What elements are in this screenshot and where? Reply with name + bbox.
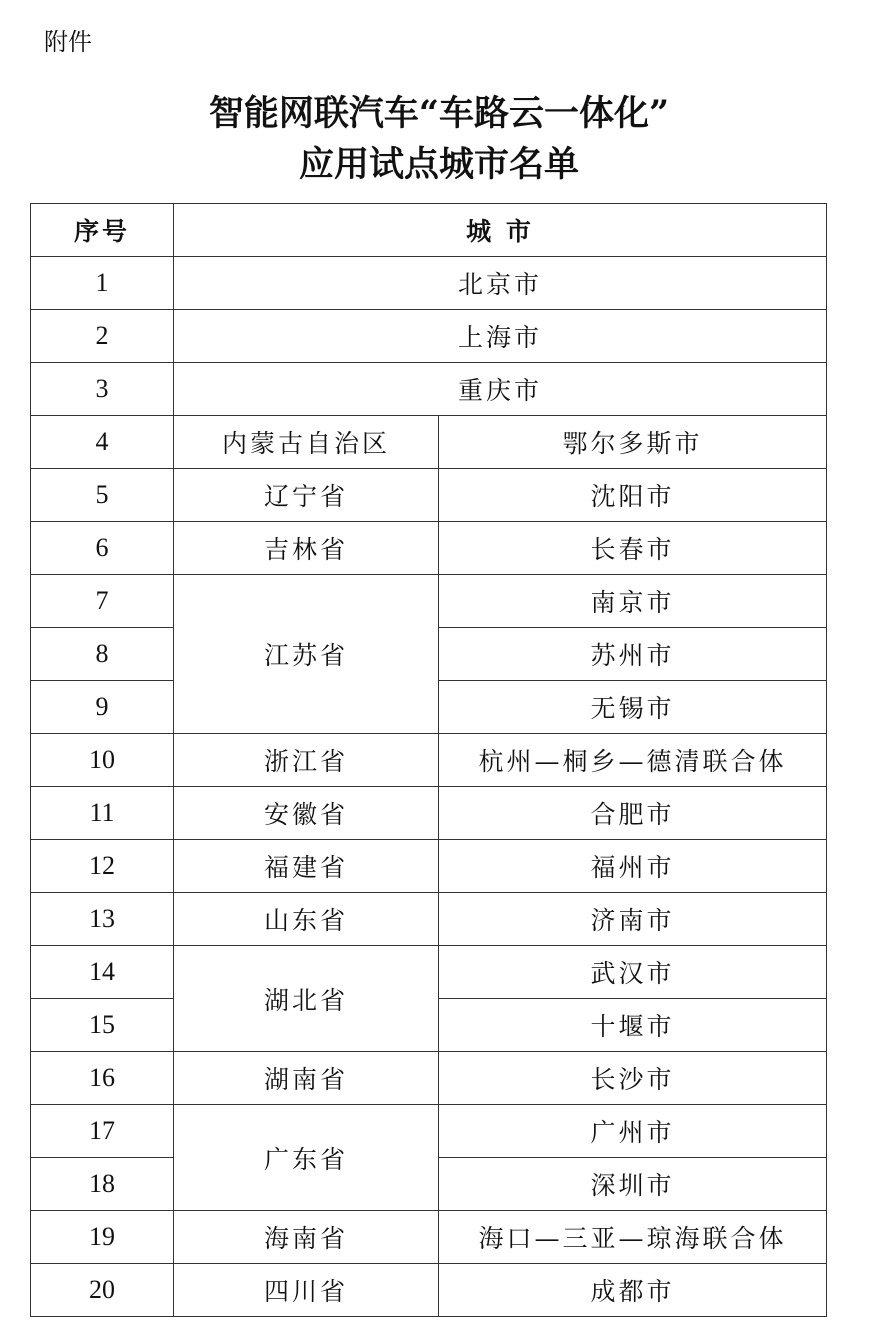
city-cell: 重庆市 xyxy=(174,363,827,416)
attachment-label: 附件 xyxy=(44,28,92,56)
table-row xyxy=(31,416,827,469)
table-row xyxy=(31,575,827,628)
table-row xyxy=(31,787,827,840)
table-row xyxy=(31,893,827,946)
table-row xyxy=(31,840,827,893)
row-number: 8 xyxy=(31,628,174,681)
table-row xyxy=(31,1264,827,1317)
row-number: 1 xyxy=(31,257,174,310)
city-cell: 合肥市 xyxy=(439,787,827,840)
city-cell: 上海市 xyxy=(174,310,827,363)
row-number: 2 xyxy=(31,310,174,363)
city-cell: 沈阳市 xyxy=(439,469,827,522)
table-header-row xyxy=(31,204,827,257)
city-cell: 成都市 xyxy=(439,1264,827,1317)
row-number: 4 xyxy=(31,416,174,469)
row-number: 5 xyxy=(31,469,174,522)
row-number: 15 xyxy=(31,999,174,1052)
province-cell: 湖北省 xyxy=(174,946,439,1052)
row-number: 20 xyxy=(31,1264,174,1317)
city-cell: 长沙市 xyxy=(439,1052,827,1105)
table-row xyxy=(31,363,827,416)
province-cell: 吉林省 xyxy=(174,522,439,575)
row-number: 11 xyxy=(31,787,174,840)
province-cell: 湖南省 xyxy=(174,1052,439,1105)
table-row xyxy=(31,1211,827,1264)
province-cell: 海南省 xyxy=(174,1211,439,1264)
document-title-line1: 智能网联汽车“车路云一体化” xyxy=(208,93,670,134)
city-cell: 苏州市 xyxy=(439,628,827,681)
province-cell: 浙江省 xyxy=(174,734,439,787)
row-number: 16 xyxy=(31,1052,174,1105)
row-number: 13 xyxy=(31,893,174,946)
row-number: 9 xyxy=(31,681,174,734)
row-number: 18 xyxy=(31,1158,174,1211)
province-cell: 安徽省 xyxy=(174,787,439,840)
row-number: 14 xyxy=(31,946,174,999)
header-city: 城 市 xyxy=(174,204,827,257)
city-cell: 长春市 xyxy=(439,522,827,575)
table-row xyxy=(31,946,827,999)
province-cell: 四川省 xyxy=(174,1264,439,1317)
row-number: 10 xyxy=(31,734,174,787)
province-cell: 辽宁省 xyxy=(174,469,439,522)
province-cell: 内蒙古自治区 xyxy=(174,416,439,469)
city-cell: 鄂尔多斯市 xyxy=(439,416,827,469)
province-cell: 山东省 xyxy=(174,893,439,946)
city-cell: 福州市 xyxy=(439,840,827,893)
row-number: 3 xyxy=(31,363,174,416)
province-cell: 江苏省 xyxy=(174,575,439,734)
city-cell: 北京市 xyxy=(174,257,827,310)
city-cell: 十堰市 xyxy=(439,999,827,1052)
table-row xyxy=(31,469,827,522)
table-row xyxy=(31,257,827,310)
pilot-city-table xyxy=(30,203,827,1317)
table-row xyxy=(31,1105,827,1158)
province-cell: 广东省 xyxy=(174,1105,439,1211)
table-row xyxy=(31,310,827,363)
row-number: 12 xyxy=(31,840,174,893)
city-cell: 杭州—桐乡—德清联合体 xyxy=(439,734,827,787)
row-number: 19 xyxy=(31,1211,174,1264)
city-cell: 南京市 xyxy=(439,575,827,628)
city-cell: 武汉市 xyxy=(439,946,827,999)
city-cell: 深圳市 xyxy=(439,1158,827,1211)
header-index: 序号 xyxy=(31,204,174,257)
province-cell: 福建省 xyxy=(174,840,439,893)
row-number: 17 xyxy=(31,1105,174,1158)
row-number: 7 xyxy=(31,575,174,628)
table-row xyxy=(31,1052,827,1105)
row-number: 6 xyxy=(31,522,174,575)
city-cell: 海口—三亚—琼海联合体 xyxy=(439,1211,827,1264)
table-row xyxy=(31,734,827,787)
city-cell: 广州市 xyxy=(439,1105,827,1158)
document-title-line2: 应用试点城市名单 xyxy=(298,144,579,185)
city-cell: 无锡市 xyxy=(439,681,827,734)
table-row xyxy=(31,522,827,575)
city-cell: 济南市 xyxy=(439,893,827,946)
